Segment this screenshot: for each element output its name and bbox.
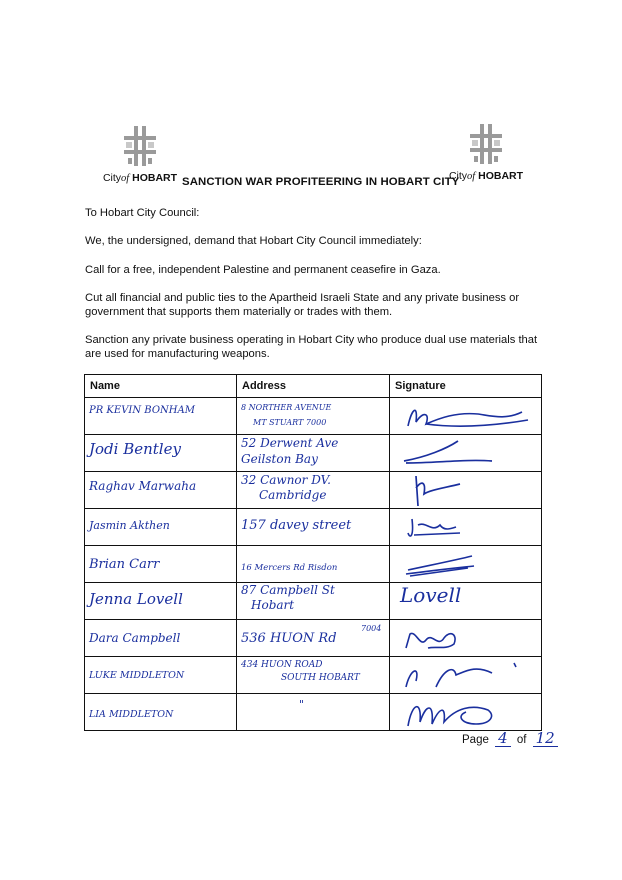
table-row <box>85 398 542 435</box>
signer-name: LUKE MIDDLETON <box>89 670 185 681</box>
signer-address: 16 Mercers Rd Risdon <box>241 563 338 573</box>
signer-address-line2: Cambridge <box>259 488 327 502</box>
salutation: To Hobart City Council: <box>85 207 200 219</box>
signature-mark <box>396 400 536 434</box>
signer-address-line2: MT STUART 7000 <box>253 418 327 427</box>
table-row <box>85 472 542 509</box>
hobart-crest-icon <box>120 126 160 166</box>
table-row <box>85 583 542 620</box>
signature-mark <box>396 622 536 656</box>
table-header-row <box>85 375 542 398</box>
signer-address: 157 davey street <box>241 518 352 533</box>
signer-address: 87 Campbell St <box>241 583 335 597</box>
signer-name: Brian Carr <box>89 557 160 572</box>
table-row <box>85 435 542 472</box>
signature-mark <box>396 659 536 693</box>
table-row <box>85 657 542 694</box>
signer-address-line2: Hobart <box>251 598 295 612</box>
signer-name: Jasmin Akthen <box>89 519 170 532</box>
signature-mark <box>396 511 536 545</box>
city-of-hobart-logo-left <box>100 126 180 184</box>
page-label: Page <box>462 734 489 746</box>
page-current: 4 <box>495 731 511 747</box>
header-name: Name <box>85 375 237 398</box>
page-of-label: of <box>516 734 527 746</box>
demand-1: Call for a free, independent Palestine and permanent ceasefire in Gaza. <box>85 264 441 276</box>
signature-mark <box>396 474 536 508</box>
table-row <box>85 620 542 657</box>
intro-text: We, the undersigned, demand that Hobart City Council immediately: <box>85 235 422 247</box>
signer-name: Raghav Marwaha <box>89 479 197 493</box>
demand-2: Cut all financial and public ties to the Apartheid Israeli State and any private business or government that supports them materially or trades with them. <box>85 292 520 318</box>
header-signature: Signature <box>390 375 542 398</box>
signer-address: 32 Cawnor DV. <box>241 473 331 487</box>
petition-title: SANCTION WAR PROFITEERING IN HOBART CITY <box>182 176 460 188</box>
signer-name: Jenna Lovell <box>89 590 183 608</box>
page-number <box>462 731 561 747</box>
signer-address-line2: SOUTH HOBART <box>281 673 360 683</box>
table-row <box>85 509 542 546</box>
signer-name: Jodi Bentley <box>89 440 181 458</box>
signature-table <box>84 374 542 731</box>
signature-mark <box>396 437 536 471</box>
signer-name: PR KEVIN BONHAM <box>89 405 195 416</box>
signer-address: 536 HUON Rd <box>241 631 337 646</box>
signer-name: LIA MIDDLETON <box>89 709 174 720</box>
signer-address: 52 Derwent Ave <box>241 436 339 450</box>
signature-mark <box>396 696 536 730</box>
signature-mark <box>396 548 536 582</box>
city-of-hobart-logo-right <box>446 124 526 182</box>
signer-address: 434 HUON ROAD <box>241 660 323 670</box>
page-total: 12 <box>533 731 558 747</box>
signature-mark: Lovell <box>400 583 462 607</box>
header-address: Address <box>237 375 390 398</box>
hobart-crest-icon <box>466 124 506 164</box>
table-row <box>85 694 542 731</box>
signer-address: 8 NORTHER AVENUE <box>241 403 332 412</box>
logo-caption: Cityof HOBART <box>448 170 524 182</box>
table-row <box>85 546 542 583</box>
signer-address: " <box>299 698 305 711</box>
signer-address-line2: Geilston Bay <box>241 452 318 466</box>
logo-caption: Cityof HOBART <box>102 172 178 184</box>
signer-name: Dara Campbell <box>89 631 181 645</box>
demand-3: Sanction any private business operating in Hobart City who produce dual use materials that are used for manufacturing weapons. <box>85 334 538 360</box>
signer-address-line2: 7004 <box>361 624 382 633</box>
